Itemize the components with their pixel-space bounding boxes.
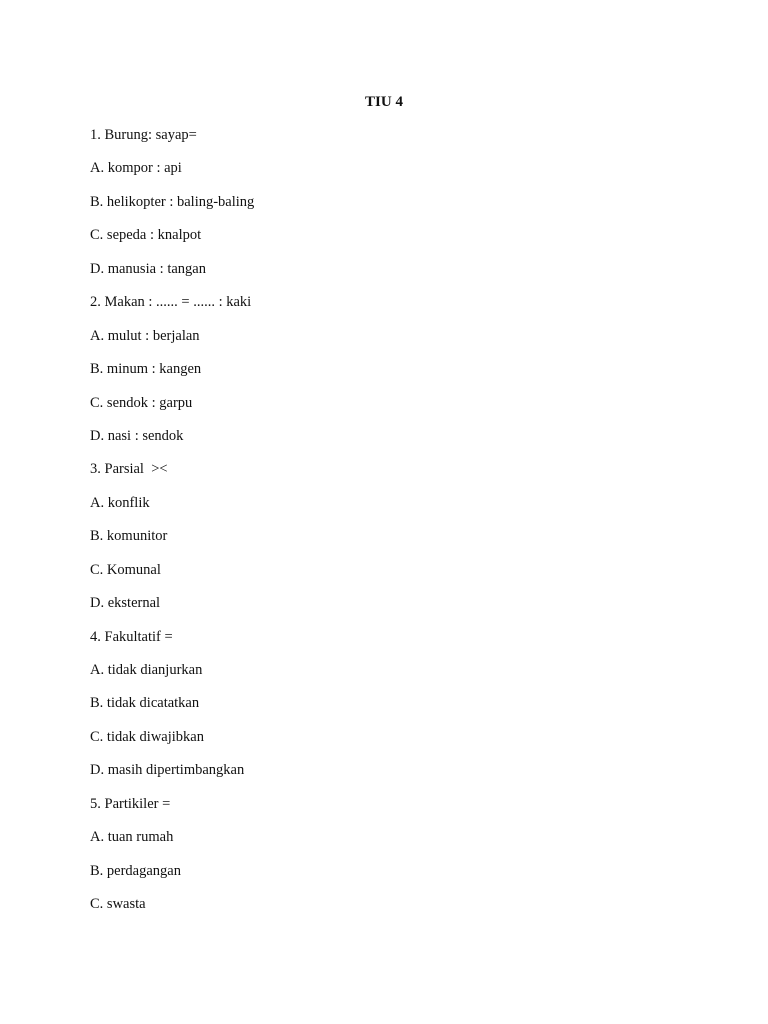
question-4-option-d: D. masih dipertimbangkan	[90, 762, 245, 779]
question-1-option-c: C. sepeda : knalpot	[90, 227, 202, 244]
question-3-option-c: C. Komunal	[90, 561, 161, 578]
question-3-prompt: 3. Parsial ><	[90, 461, 168, 478]
question-1-prompt: 1. Burung: sayap=	[90, 127, 197, 143]
question-5-option-b: B. perdagangan	[90, 862, 181, 879]
question-1-option-d: D. manusia : tangan	[90, 260, 206, 277]
question-list	[90, 126, 254, 929]
question-2-option-a: A. mulut : berjalan	[90, 327, 200, 344]
question-4-option-a: A. tidak dianjurkan	[90, 662, 203, 678]
question-4-option-c: C. tidak diwajibkan	[90, 728, 204, 745]
question-1-option-a: A. kompor : api	[90, 160, 182, 177]
document-title-text: TIU 4	[365, 94, 403, 110]
question-3-option-d: D. eksternal	[90, 595, 161, 612]
question-4-option-b: B. tidak dicatatkan	[90, 695, 200, 712]
question-2-option-d: D. nasi : sendok	[90, 427, 184, 444]
question-1-option-b: B. helikopter : baling-baling	[90, 193, 255, 210]
question-5-option-c: C. swasta	[90, 896, 146, 913]
document-title	[0, 93, 768, 111]
question-4-prompt: 4. Fakultatif =	[90, 628, 173, 645]
question-3-option-a: A. konflik	[90, 494, 150, 511]
question-3-option-b: B. komunitor	[90, 528, 168, 545]
question-2-prompt: 2. Makan : ...... = ...... : kaki	[90, 294, 252, 311]
question-5-option-a: A. tuan rumah	[90, 829, 174, 846]
question-2-option-c: C. sendok : garpu	[90, 394, 193, 411]
question-5-prompt: 5. Partikiler =	[90, 795, 171, 812]
question-2-option-b: B. minum : kangen	[90, 361, 202, 378]
